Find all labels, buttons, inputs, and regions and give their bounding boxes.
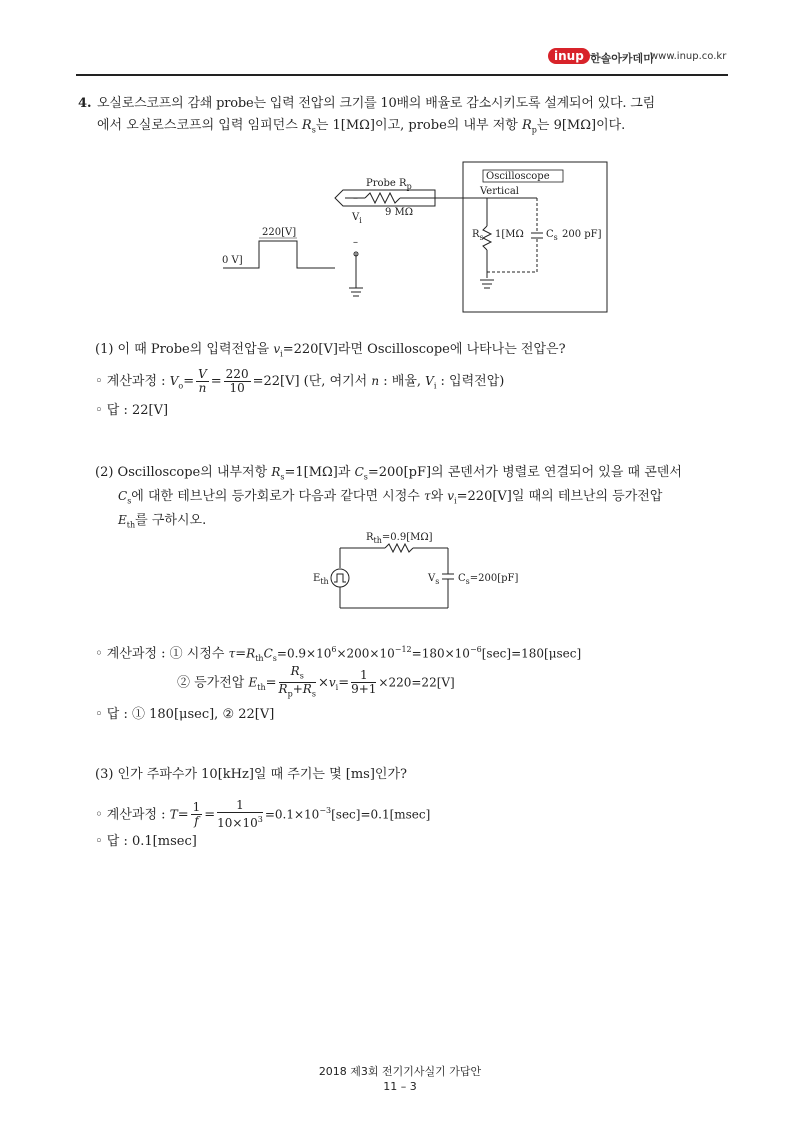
minus-sign: – (353, 237, 358, 248)
part2-line-3: $E_{th}$를 구하시오. (118, 513, 207, 530)
page-number: 11 – 3 (383, 1080, 417, 1093)
vs-label: $V_s$ (428, 573, 440, 586)
footer-title: 2018 제3회 전기기사실기 가답안 (318, 1065, 482, 1078)
header (548, 46, 728, 68)
question-line-1: 오실로스코프의 감쇄 probe는 입력 전압의 크기를 10배의 배율로 감소시키도록 설계되어 있다. 그림 (97, 96, 655, 111)
header-url[interactable]: www.inup.co.kr (650, 51, 727, 62)
vi-label: $V_i$ (352, 212, 362, 225)
part3-calculation: ◦ 계산과정 : T= $\frac{1}{f}$ = $\frac{1}{10\times 10^3}$ $=0.1\times 10^{-3}[\sec]=0.1[msec]$ (95, 798, 431, 831)
part2-calc-1: ◦ 계산과정 : ① 시정수 $\tau=R_{th}C_s=0.9\times 10^6\times 200\times 10^{-12}=180\times 10^{-6}[\sec]=180[\mu\sec]$ (95, 645, 582, 663)
part1-question: (1) 이 때 Probe의 입력전압을 $v_i=220[V]$라면 Oscilloscope에 나타나는 전압은? (95, 342, 566, 359)
pulse-high-label: 220[V] (262, 227, 297, 238)
cs2-label: $C_s=200[pF]$ (458, 573, 519, 586)
part2-answer: ◦ 답 : ① 180[μsec], ② 22[V] (95, 707, 275, 722)
probe-resistance: 9 MΩ (385, 207, 414, 218)
part2-line-2: $C_s$에 대한 테브난의 등가회로가 다음과 같다면 시정수 τ와 $v_i=220[V]$일 때의 테브난의 등가전압 (118, 489, 663, 506)
inup-logo: inup (548, 48, 590, 64)
part1-calculation: ◦ 계산과정 : $V_o=$ $\frac{V}{n}$ = $\frac{220}{10}$ =22[V] (단, 여기서 n : 배율, $V_i$ : 입력전압) (95, 367, 505, 395)
eth-label: $E_{th}$ (313, 573, 329, 586)
probe-label: Probe $R_p$ (366, 178, 412, 191)
vertical-label: Vertical (480, 186, 519, 197)
part2-calc-2: ② 등가전압 $E_{th}=$ $\frac{R_s}{R_p+R_s}$ $\times v_i=$ $\frac{1}{9+1}$ ×220=22[V] (177, 664, 455, 699)
rs-label: $R_s$ (472, 229, 484, 242)
plus-sign: – (353, 193, 358, 204)
rs-value: 1[MΩ (495, 229, 524, 240)
part1-answer: ◦ 답 : 22[V] (95, 403, 169, 418)
part3-answer: ◦ 답 : 0.1[msec] (95, 834, 197, 849)
pulse-low-label: 0 V] (222, 255, 243, 266)
question-number: 4. (78, 96, 92, 111)
rth-label: $R_{th}=0.9[M\Omega]$ (366, 532, 433, 545)
cs-label: $C_s$ (546, 229, 558, 242)
academy-name: 한솔아카데미 (590, 52, 654, 65)
part2-line-1: (2) Oscilloscope의 내부저항 $R_s=1[M\Omega]$과 $C_s=200[pF]$의 콘덴서가 병렬로 연결되어 있을 때 콘덴서 (95, 465, 682, 482)
header-rule (76, 74, 728, 76)
question-line-2: 에서 오실로스코프의 입력 임피던스 $R_s$는 1[MΩ]이고, probe의 내부 저항 $R_p$는 9[MΩ]이다. (97, 118, 626, 135)
part3-question: (3) 인가 주파수가 10[kHz]일 때 주기는 몇 [ms]인가? (95, 767, 408, 782)
oscilloscope-label: Oscilloscope (486, 171, 550, 182)
cs-value: 200 pF] (562, 229, 602, 240)
